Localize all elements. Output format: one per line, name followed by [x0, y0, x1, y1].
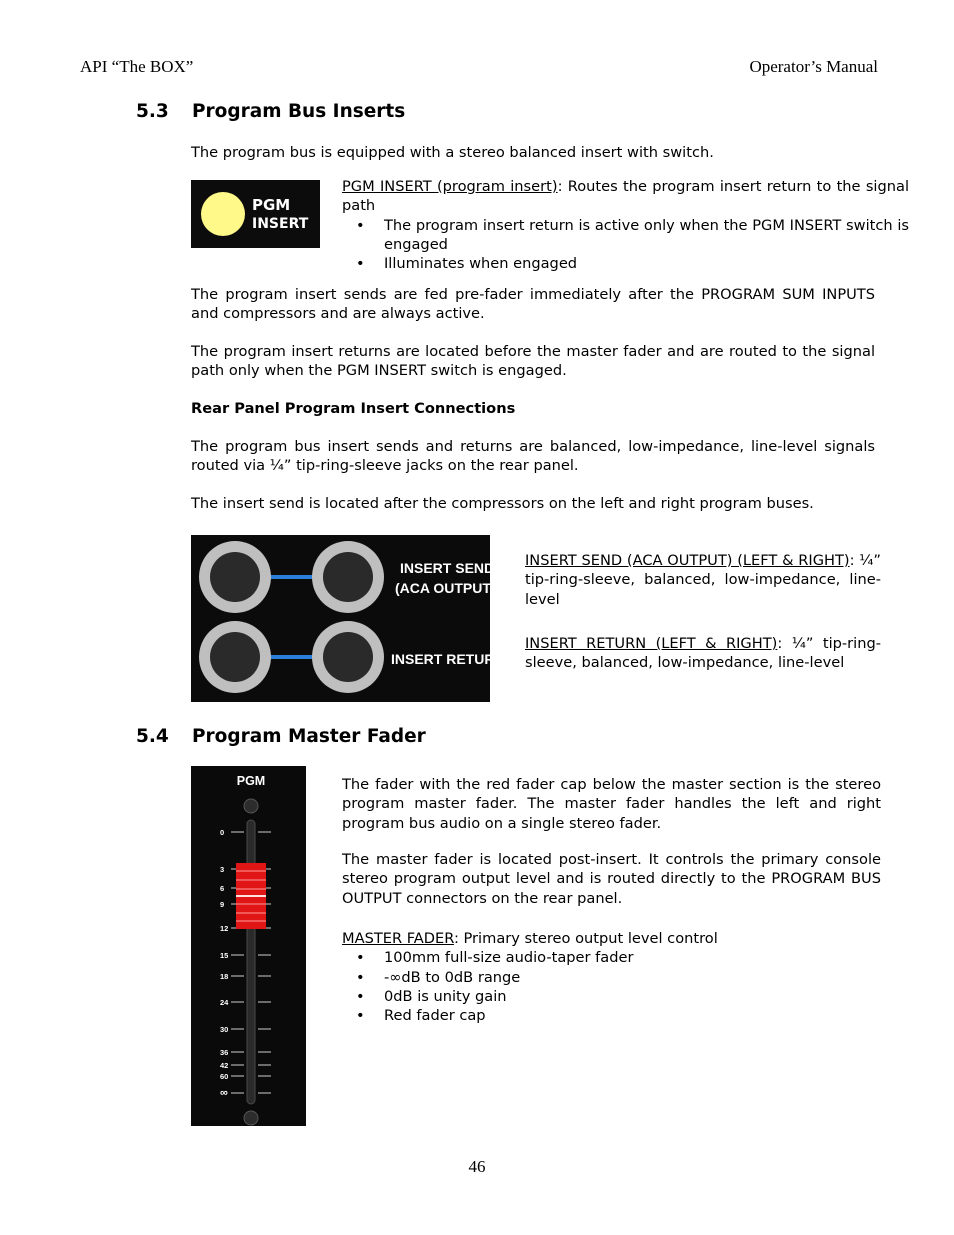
master-fader-bullets	[342, 948, 881, 1025]
fader-pgm-label: PGM	[236, 774, 266, 788]
fader-scale-label: 36	[220, 1048, 229, 1057]
pgm-insert-desc: : Routes the program insert return to the signal path	[342, 178, 909, 215]
page-number: 46	[468, 1157, 486, 1176]
pgm-insert-bullets	[342, 216, 909, 274]
section-title: Program Master Fader	[192, 726, 426, 747]
insert-return-desc: : ¼” tip-ring-sleeve, balanced, low-impedance, line-level	[525, 635, 881, 672]
fader-cap-icon	[236, 863, 266, 929]
list-item: • 0dB is unity gain	[342, 987, 881, 1006]
jack-icon	[312, 621, 384, 693]
jack-label-insert-return: INSERT RETURN	[391, 651, 505, 667]
pgm-insert-term: PGM INSERT (program insert)	[342, 178, 558, 195]
fader-scale-label: 60	[220, 1072, 229, 1081]
switch-label-line1: PGM	[252, 196, 291, 214]
list-item: • Red fader cap	[342, 1006, 881, 1025]
pgm-insert-switch-graphic	[191, 180, 320, 248]
list-item: • Illuminates when engaged	[342, 254, 909, 273]
screw-icon	[244, 799, 258, 813]
intro-paragraph: The program bus is equipped with a stereo balanced insert with switch.	[191, 144, 714, 161]
rear-panel-subheading: Rear Panel Program Insert Connections	[191, 400, 516, 417]
fader-scale-label: 6	[220, 884, 225, 893]
insert-jacks-graphic	[191, 535, 505, 702]
jack-label-insert-send: INSERT SEND	[400, 560, 495, 576]
fader-slot	[247, 820, 255, 1104]
list-item: • The program insert return is active only when the PGM INSERT switch is engaged	[342, 216, 909, 254]
insert-jacks-image	[191, 535, 505, 702]
list-item: • 100mm full-size audio-taper fader	[342, 948, 881, 967]
rear-panel-paragraph: The program bus insert sends and returns are balanced, low-impedance, line-level signals routed via ¼” tip-ring-sleeve jacks on the rear panel.	[191, 438, 875, 475]
fader-paragraph-1: The fader with the red fader cap below the master section is the stereo program master fader. The master fader handles the left and right program bus audio on a single stereo fader.	[342, 776, 881, 832]
fader-scale-label: 12	[220, 924, 229, 933]
fader-scale-label: ∞	[220, 1087, 228, 1099]
section-title: Program Bus Inserts	[192, 101, 406, 122]
list-item: • -∞dB to 0dB range	[342, 968, 881, 987]
fader-scale-label: 3	[220, 865, 225, 874]
fader-scale-label: 42	[220, 1061, 229, 1070]
fader-paragraph-2: The master fader is located post-insert. It controls the primary console stereo program output level and is routed directly to the PROGRAM BUS OUTPUT connectors on the rear panel.	[342, 851, 881, 907]
pgm-insert-switch-image	[191, 180, 320, 248]
section-number: 5.4	[136, 726, 169, 747]
jack-icon	[199, 541, 271, 613]
insert-send-description	[525, 551, 881, 609]
fader-scale-label: 9	[220, 900, 225, 909]
switch-label-line2: INSERT	[252, 216, 309, 232]
section-number: 5.3	[136, 101, 169, 122]
master-fader-image	[191, 766, 306, 1126]
insert-send-term: INSERT SEND (ACA OUTPUT) (LEFT & RIGHT)	[525, 552, 850, 569]
jack-label-aca-output: (ACA OUTPUT)	[395, 580, 496, 596]
master-fader-term: MASTER FADER	[342, 930, 454, 947]
section-5-4-heading	[136, 726, 536, 750]
header-left: API “The BOX”	[80, 57, 194, 76]
fader-scale-label: 30	[220, 1025, 229, 1034]
insert-return-description	[525, 634, 881, 673]
pgm-insert-description	[342, 177, 909, 273]
insert-return-term: INSERT RETURN (LEFT & RIGHT)	[525, 635, 778, 652]
section-5-3-heading	[136, 101, 536, 125]
fader-scale-label: 18	[220, 972, 229, 981]
jack-icon	[312, 541, 384, 613]
master-fader-description	[342, 929, 881, 1025]
insert-sends-paragraph: The program insert sends are fed pre-fader immediately after the PROGRAM SUM INPUTS and compressors and are always active.	[191, 286, 875, 323]
fader-scale-label: 15	[220, 951, 229, 960]
insert-send-location-paragraph: The insert send is located after the compressors on the left and right program buses.	[191, 495, 814, 512]
jack-icon	[199, 621, 271, 693]
switch-lamp-icon	[201, 192, 245, 236]
screw-icon	[244, 1111, 258, 1125]
insert-returns-paragraph: The program insert returns are located before the master fader and are routed to the signal path only when the PGM INSERT switch is engaged.	[191, 343, 875, 380]
fader-scale-label: 24	[220, 998, 229, 1007]
fader-scale-label: 0	[220, 828, 225, 837]
master-fader-desc: : Primary stereo output level control	[453, 930, 718, 947]
insert-send-desc: : ¼” tip-ring-sleeve, balanced, low-impedance, line-level	[525, 552, 881, 608]
header-right: Operator’s Manual	[749, 57, 878, 76]
master-fader-graphic	[191, 766, 306, 1126]
